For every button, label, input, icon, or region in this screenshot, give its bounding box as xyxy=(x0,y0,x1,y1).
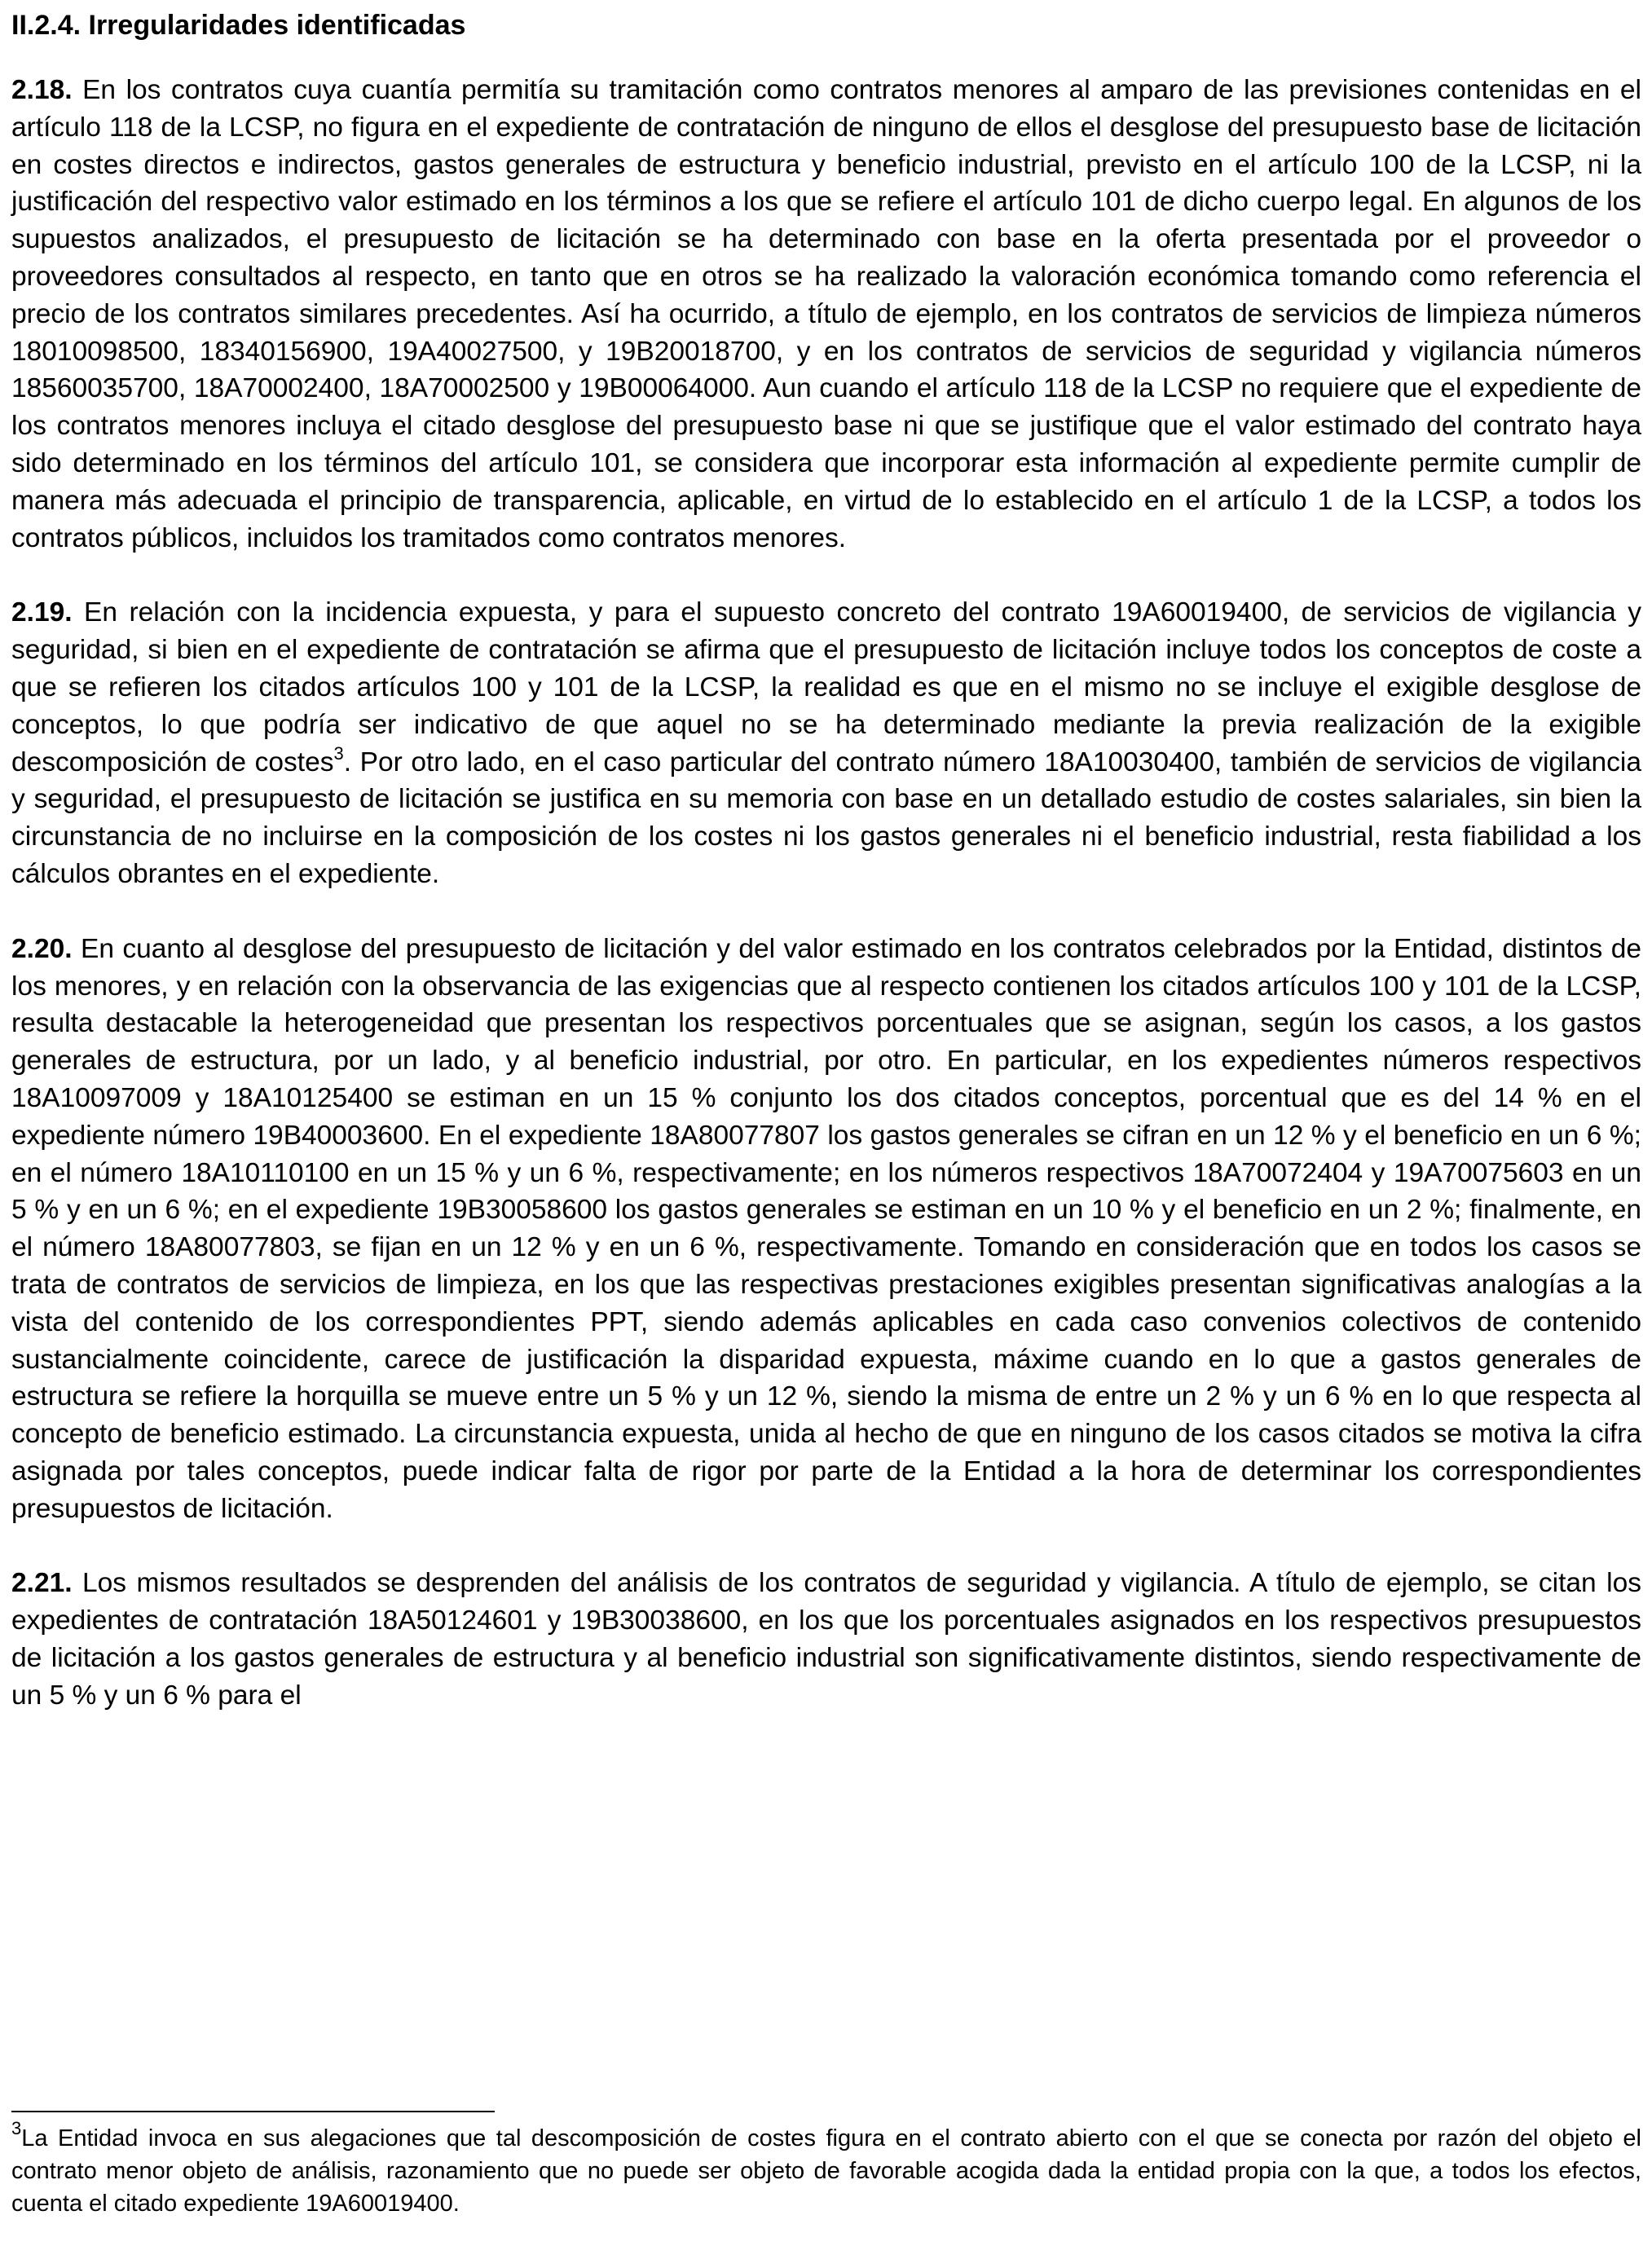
footnote-marker: 3 xyxy=(11,2118,22,2138)
paragraph-number: 2.20. xyxy=(11,933,73,964)
paragraph-text: En cuanto al desglose del presupuesto de licitación y del valor estimado en los contratos celebrados por la Entidad, distintos de los menores, y en relación con la observancia de las exigencias que al respecto contienen los citados artículos 100 y 101 de la LCSP, resulta destacable la heterogeneidad que presentan los respectivos porcentuales que se asignan, según los casos, a los gastos generales de estructura, por un lado, y al beneficio industrial, por otro. En particular, en los expedientes números respectivos 18A10097009 y 18A10125400 se estiman en un 15 % conjunto los dos citados conceptos, porcentual que es del 14 % en el expediente número 19B40003600. En el expediente 18A80077807 los gastos generales se cifran en un 12 % y el beneficio en un 6 %; en el número 18A10110100 en un 15 % y un 6 %, respectivamente; en los números respectivos 18A70072404 y 19A70075603 en un 5 % y en un 6 %; en el expediente 19B30058600 los gastos generales se estiman en un 10 % y el beneficio en un 2 %; finalmente, en el número 18A80077803, se fijan en un 12 % y en un 6 %, respectivamente. Tomando en consideración que en todos los casos se trata de contratos de servicios de limpieza, en los que las respectivas prestaciones exigibles presentan significativas analogías a la vista del contenido de los correspondientes PPT, siendo además aplicables en cada caso convenios colectivos de contenido sustancialmente coincidente, carece de justificación la disparidad expuesta, máxime cuando en lo que a gastos generales de estructura se refiere la horquilla se mueve entre un 5 % y un 12 %, siendo la misma de entre un 2 % y un 6 % en lo que respecta al concepto de beneficio estimado. La circunstancia expuesta, unida al hecho de que en ninguno de los casos citados se motiva la cifra asignada por tales conceptos, puede indicar falta de rigor por parte de la Entidad a la hora de determinar los correspondientes presupuestos de licitación. xyxy=(11,933,1642,1524)
paragraph-2-21 xyxy=(11,1565,1641,1714)
paragraph-text-continued: . Por otro lado, en el caso particular del contrato número 18A10030400, también de servicios de vigilancia y seguridad, el presupuesto de licitación se justifica en su memoria con base en un detallado estudio de costes salariales, sin bien la circunstancia de no incluirse en la composición de los costes ni los gastos generales ni el beneficio industrial, resta fiabilidad a los cálculos obrantes en el expediente. xyxy=(11,746,1642,889)
paragraph-text: En relación con la incidencia expuesta, y para el supuesto concreto del contrato 19A60019400, de servicios de vigilancia y seguridad, si bien en el expediente de contratación se afirma que el presupuesto de licitación incluye todos los conceptos de coste a que se refieren los citados artículos 100 y 101 de la LCSP, la realidad es que en el mismo no se incluye el exigible desglose de conceptos, lo que podría ser indicativo de que aquel no se ha determinado mediante la previa realización de la exigible descomposición de costes xyxy=(11,597,1641,777)
paragraph-number: 2.19. xyxy=(11,597,73,628)
footnote-reference[interactable]: 3 xyxy=(333,742,344,764)
document-page xyxy=(11,7,1641,1752)
paragraph-text: Los mismos resultados se desprenden del análisis de los contratos de seguridad y vigilancia. A título de ejemplo, se citan los expedientes de contratación 18A50124601 y 19B30038600, en los que los porcentuales asignados en los respectivos presupuestos de licitación a los gastos generales de estructura y al beneficio industrial son significativamente distintos, siendo respectivamente de un 5 % y un 6 % para el xyxy=(11,1568,1642,1711)
section-heading: II.2.4. Irregularidades identificadas xyxy=(11,10,466,41)
paragraph-number: 2.21. xyxy=(11,1568,73,1599)
footnote xyxy=(11,2118,1641,2220)
paragraph-text: En los contratos cuya cuantía permitía su tramitación como contratos menores al amparo de las previsiones contenidas en el artículo 118 de la LCSP, no figura en el expediente de contratación de ninguno de ellos el desglose del presupuesto base de licitación en costes directos e indirectos, gastos generales de estructura y beneficio industrial, previsto en el artículo 100 de la LCSP, ni la justificación del respectivo valor estimado en los términos a los que se refiere el artículo 101 de dicho cuerpo legal. En algunos de los supuestos analizados, el presupuesto de licitación se ha determinado con base en la oferta presentada por el proveedor o proveedores consultados al respecto, en tanto que en otros se ha realizado la valoración económica tomando como referencia el precio de los contratos similares precedentes. Así ha ocurrido, a título de ejemplo, en los contratos de servicios de limpieza números 18010098500, 18340156900, 19A40027500, y 19B20018700, y en los contratos de servicios de seguridad y vigilancia números 18560035700, 18A70002400, 18A70002500 y 19B00064000. Aun cuando el artículo 118 de la LCSP no requiere que el expediente de los contratos menores incluya el citado desglose del presupuesto base ni que se justifique que el valor estimado del contrato haya sido determinado en los términos del artículo 101, se considera que incorporar esta información al expediente permite cumplir de manera más adecuada el principio de transparencia, aplicable, en virtud de lo establecido en el artículo 1 de la LCSP, a todos los contratos públicos, incluidos los tramitados como contratos menores. xyxy=(11,75,1641,553)
paragraph-number: 2.18. xyxy=(11,75,73,105)
footnote-text: La Entidad invoca en sus alegaciones que tal descomposición de costes figura en el contrato abierto con el que se conecta por razón del objeto el contrato menor objeto de análisis, razonamiento que no puede ser objeto de favorable acogida dada la entidad propia con la que, a todos los efectos, cuenta el citado expediente 19A60019400. xyxy=(11,2125,1641,2217)
paragraph-2-18 xyxy=(11,72,1641,557)
paragraph-2-19 xyxy=(11,594,1641,892)
footnote-separator xyxy=(11,2111,495,2112)
paragraph-2-20 xyxy=(11,931,1641,1528)
